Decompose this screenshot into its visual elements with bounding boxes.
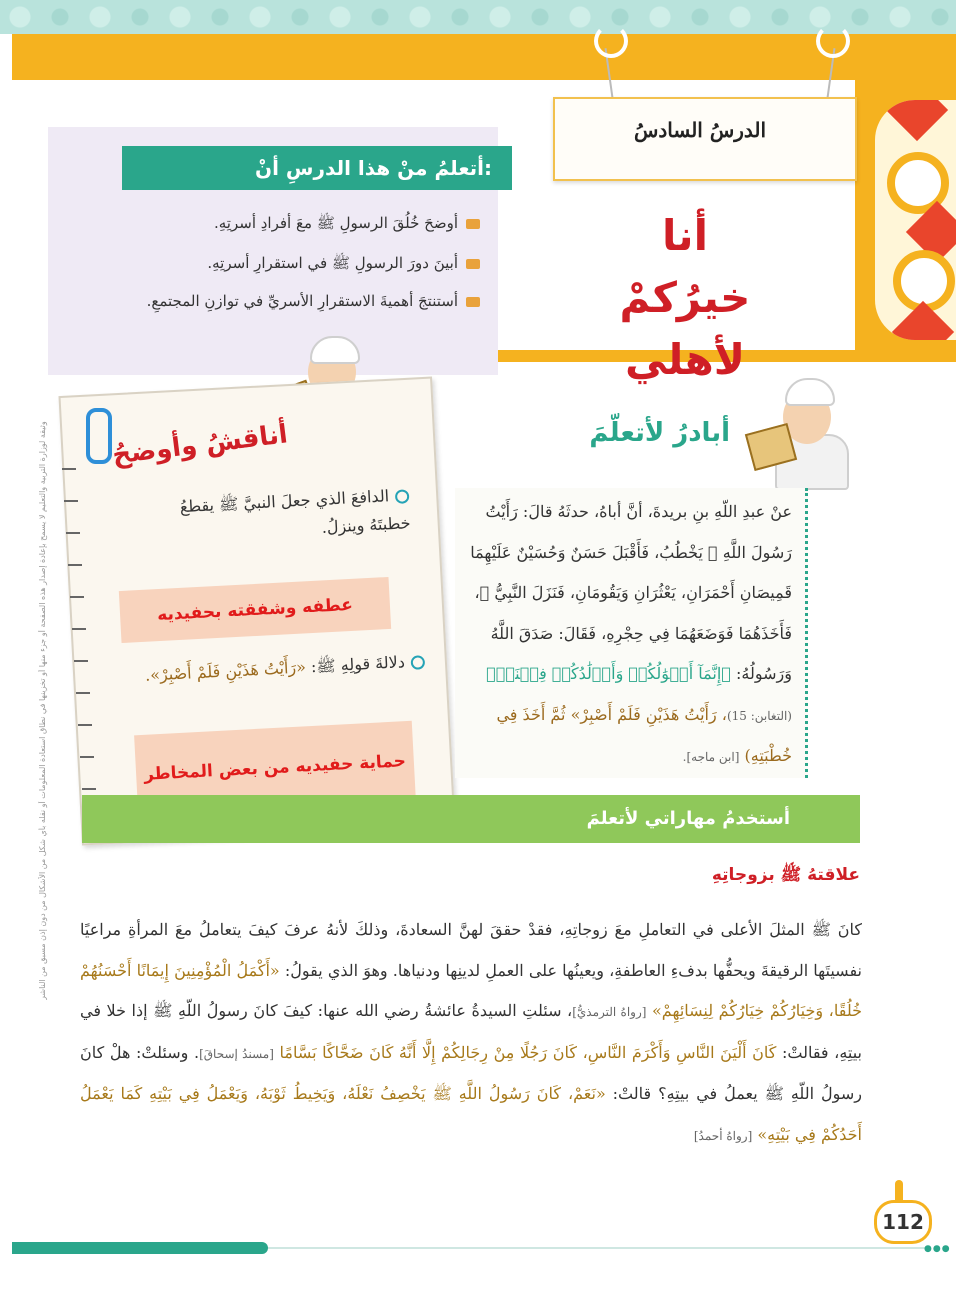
copyright-note: وثيقة لوزارة التربية والتعليم لا يسمح بإعادة إصدار هذه الصفحة أو جزء منها أو تخزينها في نطاق استعادة المعلومات أو نقله بأي شكل من الأشكال من دون إذن مسبق من الناشر — [38, 421, 47, 1000]
book-bullet-icon — [466, 297, 480, 307]
lesson-title-line1: أنا خيرُكمْ — [619, 211, 751, 322]
section-body: كانَ ﷺ المثلَ الأعلى في التعاملِ معَ زوجاتِهِ، فقدْ حققَ لهنَّ السعادةَ، وذلكَ لأنهُ عرفَ كيفَ يتعاملُ معَ المرأةِ مراعيًا نفسيتَها الرقيقةَ ويحفُّها بدفءِ العاطفةِ، ويعينُها على العملِ لدينِها ودنياها. وهوَ الذي يقولُ: «أَكْمَلُ الْمُؤْمِنِينَ إِيمَانًا أَحْسَنُهُمْ خُلُقًا، وَخِيَارُكُمْ خِيَارُكُمْ لِنِسَائِهِمْ» [رواهُ الترمذيُّ]، سئلتِ السيدةُ عائشةُ رضي الله عنها: كيفَ كانَ رسولُ اللّهِ ﷺ إذا خلا في بيتِهِ، فقالتْ: كَانَ أَلْيَنَ النَّاسِ وَأَكْرَمَ النَّاسِ، كَانَ رَجُلًا مِنْ رِجَالِكُمْ إِلَّا أَنَّهُ كَانَ ضَحَّاكًا بَسَّامًا [مسندُ إسحاقَ]. وسئلتْ: هلْ كانَ رسولُ اللّهِ ﷺ يعملُ في بيتِهِ؟ قالتْ: «نَعَمْ، كَانَ رَسُولُ اللَّهِ ﷺ يَخْصِفُ نَعْلَهُ، وَيَخِيطُ ثَوْبَهُ، وَيَعْمَلُ فِي بَيْتِهِ كَمَا يَعْمَلُ أَحَدُكُمْ فِي بَيْتِهِ» [رواهُ أحمدُ] — [80, 920, 863, 1144]
discuss-question-1: الدافعَ الذي جعلَ النبيَّ ﷺ يقطعُ خطبتَهُ وينزلُ. — [179, 486, 412, 537]
objective-item: أوضحَ خُلُقَ الرسولِ ﷺ معَ أفرادِ أسرتِهِ. — [100, 214, 480, 236]
skills-title: أستخدمُ مهاراتي لأتعلمَ — [586, 808, 790, 829]
hook-icon — [594, 24, 628, 58]
hadith-text: عنْ عبدِ اللّهِ بنِ بريدةَ، أنَّ أباهُ، حدثَهُ قالَ: رَأَيْتُ رَسُولَ اللَّهِ ﷺ يَخْطُبُ، فَأَقْبَلَ حَسَنٌ وَحُسَيْنٌ عَلَيْهِمَا قَمِيصَانِ أَحْمَرَانِ، يَعْثُرَانِ وَيَقُومَانِ، فَنَزَلَ النَّبِيُّ ﷺ، فَأَخَذَهُمَا فَوَضَعَهُمَا فِي حِجْرِهِ، فَقَالَ: صَدَقَ اللَّهُ وَرَسُولُهُ: ﴿إِنَّمَآ أَمۡوَٰلُكُمۡ وَأَوۡلَٰدُكُمۡ فِتۡنَةٞ﴾ (التغابن: 15)، رَأَيْتُ هَذَيْنِ فَلَمْ أَصْبِرْ» ثُمَّ أَخَذَ فِي خُطْبَتِهِ) [ابن ماجه]. — [470, 502, 792, 765]
page-finial-icon — [895, 1180, 903, 1200]
objective-item: أستنتجَ أهميةَ الاستقرارِ الأسريِّ في توازنِ المجتمعِ. — [100, 292, 480, 310]
answer-box-1: عطفه وشفقته بحفيديه — [119, 577, 391, 643]
quran-verse: ﴿إِنَّمَآ أَمۡوَٰلُكُمۡ وَأَوۡلَٰدُكُمۡ فِتۡنَةٞ﴾ — [486, 664, 731, 683]
discuss-title: أناقشُ وأوضحُ — [110, 419, 290, 471]
lesson-title-line2: لأهلي — [624, 335, 746, 384]
lesson-number: الدرسُ السادسُ — [633, 118, 767, 142]
objective-item: أبينَ دورَ الرسولِ ﷺ في استقرارِ أسرتِهِ. — [100, 254, 480, 276]
circle-bullet-icon — [395, 489, 410, 504]
dots-icon: ●●● — [924, 1244, 951, 1254]
header-band — [12, 34, 956, 80]
section-title: علاقتهُ ﷺ بزوجاتِهِ — [711, 865, 860, 885]
circle-bullet-icon — [410, 655, 425, 670]
discuss-question-2: دلالةَ قولِهِ ﷺ: «رَأَيْتُ هَذَيْنِ فَلَمْ أَصْبِرْ». — [124, 647, 425, 691]
lesson-title — [600, 205, 770, 391]
book-bullet-icon — [466, 259, 480, 269]
hook-icon — [816, 24, 850, 58]
ornament-panel — [875, 100, 956, 340]
top-pattern-band — [0, 0, 956, 34]
page-number: 112 — [874, 1200, 932, 1244]
answer-box-2: حماية حفيديه من بعض المخاطر — [134, 721, 416, 815]
boy-illustration — [745, 372, 855, 490]
book-bullet-icon — [466, 219, 480, 229]
objectives-header: أتعلمُ منْ هذا الدرسِ أنْ: — [122, 146, 512, 190]
eager-title: أبادرُ لأتعلّمَ — [589, 418, 730, 448]
footer-bar — [12, 1242, 268, 1254]
footer-line — [268, 1247, 928, 1249]
